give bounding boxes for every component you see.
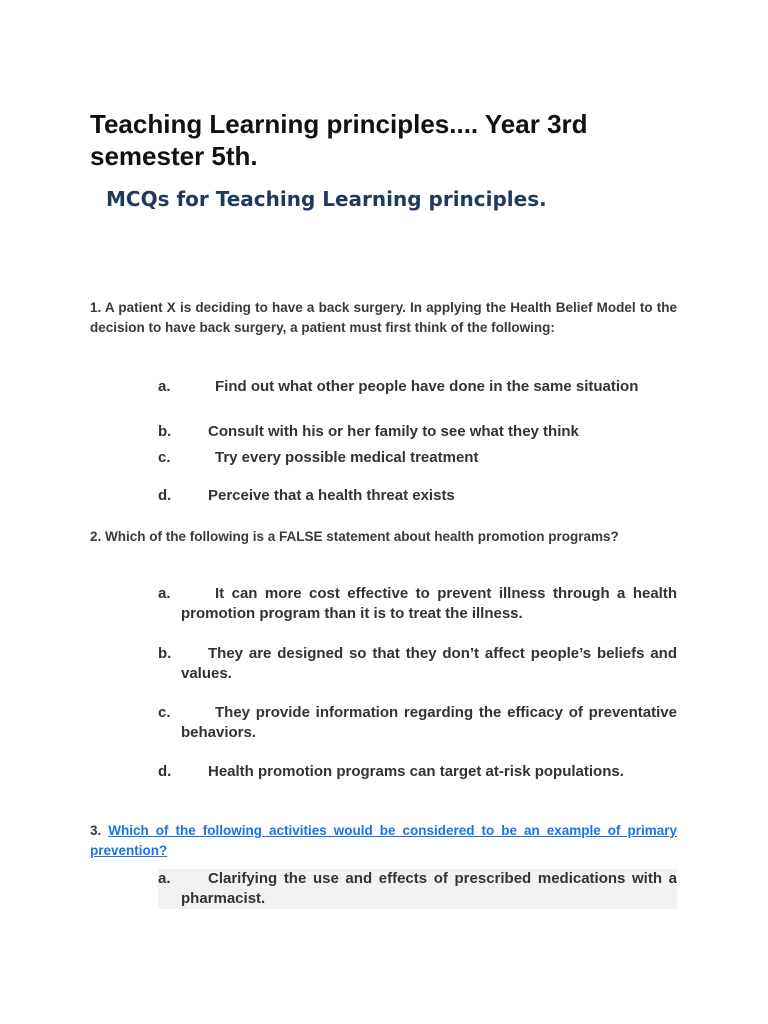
- option-letter: b.: [158, 423, 172, 440]
- question-3-link[interactable]: Which of the following activities would be considered to be an example of primary prevention?: [90, 823, 677, 858]
- question-2-option-a: [158, 584, 677, 624]
- option-text: They are designed so that they don’t affect people’s beliefs and values.: [181, 645, 677, 682]
- option-letter: c.: [158, 704, 171, 721]
- option-letter: a.: [158, 585, 171, 602]
- question-3-text: [90, 821, 677, 861]
- option-text: Try every possible medical treatment: [215, 449, 479, 466]
- option-letter: d.: [158, 763, 172, 780]
- page-subtitle: MCQs for Teaching Learning principles.: [106, 187, 547, 211]
- option-text: It can more cost effective to prevent illness through a health promotion program than it is to treat the illness.: [181, 585, 677, 622]
- question-1-option-b: [158, 422, 677, 442]
- question-2-text: 2. Which of the following is a FALSE statement about health promotion programs?: [90, 529, 619, 544]
- question-1-option-c: [158, 448, 677, 468]
- option-text: Perceive that a health threat exists: [208, 487, 455, 504]
- question-2-option-c: [158, 703, 677, 743]
- question-1-text: 1. A patient X is deciding to have a back surgery. In applying the Health Belief Model to the decision to have back surgery, a patient must first think of the following:: [90, 300, 677, 335]
- option-text: Health promotion programs can target at-risk populations.: [208, 763, 624, 780]
- option-letter: b.: [158, 645, 172, 662]
- question-2-option-d: [158, 762, 677, 782]
- question-number: 3.: [90, 823, 102, 838]
- option-text: Clarifying the use and effects of prescribed medications with a pharmacist.: [181, 870, 677, 907]
- option-text: Consult with his or her family to see what they think: [208, 423, 579, 440]
- option-letter: d.: [158, 487, 172, 504]
- question-3-option-a: [158, 869, 677, 909]
- option-text: They provide information regarding the efficacy of preventative behaviors.: [181, 704, 677, 741]
- question-1-option-d: [158, 486, 677, 506]
- question-1-option-a: [158, 377, 677, 397]
- question-2-option-b: [158, 644, 677, 684]
- option-letter: a.: [158, 378, 171, 395]
- option-letter: c.: [158, 449, 171, 466]
- page-title: Teaching Learning principles.... Year 3rd semester 5th.: [90, 109, 588, 171]
- option-text: Find out what other people have done in the same situation: [215, 378, 639, 395]
- option-letter: a.: [158, 870, 171, 887]
